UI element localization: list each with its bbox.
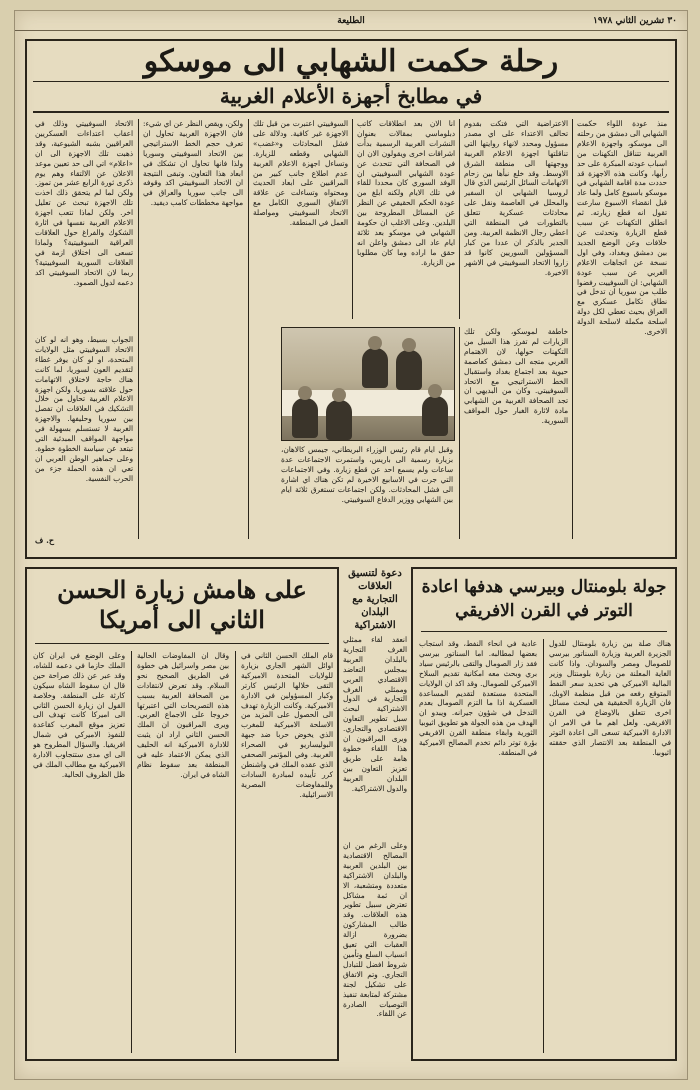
photo-person-head: [402, 338, 416, 352]
right-feature-box: [411, 567, 677, 1061]
column-divider: [572, 119, 573, 539]
article-column-6: وقبل ايام قام رئيس الوزراء البريطاني، جيمس كالاهان، بزيارة رسمية الى باريس، واستمرت الاجتماعات عدة ساعات ولم يسمع احد عن قطع زيارة. وفي الاجتماعات التي جرت في الاسابيع الاخيرة لم تكن هناك اي اشارة الى فشل المحادثات. ولكن اجتماعات تستغرق ثلاثة ايام بين الشهابي ووزير الدفاع السوفييتي.: [281, 445, 453, 504]
box-rule: [421, 631, 667, 632]
right-box-column-1: هناك صلة بين زيارة بلومنتال للدول الجزيرة العربية وزيارة السناتور بيرسي للصومال ومصر والسودان. واذا كانت الغاية المعلنة من زيارة بلومنتال وزير المالية الاميركي هي تحديد سعر النفط المتوقع رفعه من قبل منظمة الاوبك، فان الزيارة الحقيقية هي لبحث مسائل اخرى تتعلق بالاوضاع في القرن الافريقي. ولعل اهم ما في الامر ان الادارة الاميركية تسعى الى اعادة التوتر في المنطقة بعد الانتصار الذي حققته اثيوبيا.: [549, 639, 671, 757]
article-column-5: خاطفة لموسكو، ولكن تلك الزيارات لم تفرز هذا السيل من التكهنات حولها، لان الاهتمام الغربي متجه الى دمشق كعاصمة حيوية بعد اجتماع بغداد واستقبال الخط الاستراتيجي مع الاتحاد السوفييتي. وكان من البديهي ان تجد الصحافة الغربية من الشهابي مادة لاثارة الغبار حول المواقف السورية.: [464, 327, 568, 426]
subhead-rule: [33, 111, 669, 113]
newspaper-page: [14, 10, 688, 1080]
article-byline: ح. ف: [35, 535, 55, 545]
right-box-headline: جولة بلومنتال وبيرسي هدفها اعادة التوتر في القرن الافريقي: [421, 577, 667, 621]
article-column-3: انا الان بعد انطلاقات كاتب دبلوماسي بمقالات بعنوان النشرات الغربية الرسمية بدأت اشراقات اخرى ويقولون الان ان في الصحافة التي تتحدث عن عودة الشهابي السوفييتي ان الوفد السوري كان محددا للقاء في تلك الايام ولكنه ابلغ من عودة الحكم الحقيقي عن النظر عن المسائل المطروحة بين البلدين. وعلى الاغلب ان حكومة الشهابي في موسكو بعد ثلاثة ايام عاد الى دمشق واعلن انه حقق ما اراده وما كان مطلوبا من الزيارة.: [357, 119, 455, 267]
article-column-1: منذ عودة اللواء حكمت الشهابي الى دمشق من رحلته الى موسكو، واجهزة الاعلام الغربية تتناقل التكهنات من اسباب عودته المبكرة على حد رأيها، وكانت هذه الاجهزة قد حددت مدة اقامة الشهابي في موسكو باسبوع كامل ولما عاد قبل انقضاء الاسبوع سارعت تقول انه قطع زيارته. ثم انطلق التكهنات عن سبب قطع الزيارة وتحدثت عن خلافات وعن الوضع الجديد بين دمشق وبغداد، وفي اول نسخة عن اتجاهات الاعلام الغربي عن سبب عودة الشهابي: ان السوفييت رفضوا طلب من سوريا ان تدخل في نطاق تكامل عسكري مع العراق بحيث تعطي لكل دولة اسلحة مكملة لاسلحة الدولة الاخرى.: [577, 119, 667, 337]
article-column-2: الاعتراضية التي فتكت بقدوم تحالف الاعتداء على اي مصدر مسؤول ومحدد لانهاء روايتها التي تناقلتها اجهزة الاعلام الغربية ووجهتها الى منطقة الشرق الاوسط. وقد خلع نبأها بين زحام الاتهامات السائل الرئيس الذي قال لروسيا الشهابي ان السفير والمحلل في العاصمة ونقل على محادثات عسكرية تتعلق بالتطورات في المنطقة التي اعطي رجال الانظمة العربية. ومن الجدير بالذكر ان عددا من كبار المسؤولين السوريين كانوا قد زاروا الاتحاد السوفييتي في الاشهر الاخيرة.: [464, 119, 568, 277]
photo-person-head: [332, 388, 346, 402]
middle-article-headline: دعوة لتنسيق العلاقات التجارية مع البلدان الاشتراكية: [348, 568, 402, 631]
photo-person: [292, 398, 318, 438]
photo-person-head: [428, 384, 442, 398]
middle-article-column-1: انعقد لقاء ممثلي الغرف التجارية بالبلدان العربية بمجلس التعاضد الاقتصادي العربي وممثلي الغرف التجارية في الدول الاشتراكية لبحث سبل تطوير التعاون الاقتصادي والتجاري. ويرى المراقبون ان هذا اللقاء خطوة هامة على طريق تعزيز التعاون بين البلدان العربية والدول الاشتراكية.: [343, 635, 407, 793]
main-headline: رحلة حكمت الشهابي الى موسكو: [143, 45, 559, 79]
photo-person: [422, 396, 448, 436]
column-divider: [248, 119, 249, 539]
main-article: [25, 39, 677, 559]
left-box-headline: على هامش زيارة الحسن الثاني الى أمريكا: [57, 575, 307, 634]
box-rule: [35, 643, 329, 644]
right-box-column-2: عادية في انحاء النفط، وقد استجاب بعضها لمطالبه. اما السناتور بيرسي فقد زار الصومال والتقى بالرئيس سياد بري وبحث معه امكانية تقديم السلاح الاميركي للصومال. وقد اكد ان الولايات المتحدة مستعدة لتقديم المساعدة العسكرية اذا ما التزم الصومال بعدم التدخل في شؤون جيرانه. ويبدو ان الهدف من هذه الجولة هو تطويق اثيوبيا الثورية وابقاء منطقة القرن الافريقي بؤرة توتر دائم تخدم المصالح الاميركية في المنطقة.: [419, 639, 537, 757]
left-feature-box: [25, 567, 339, 1061]
article-column-8: الاتحاد السوفييتي وذلك في اعقاب اعتداءات العسكريين العراقيين بشبه الشيوعية، وقد ذهبت تلك الاجهزة الى ان «اعلام» اتي الى حد تعيين موعد الاعلان عن الالتقاء وهم يوم ذكرى ثورة الرابع عشر من تموز. ولكن لما لم يتحقق ذلك اخذت تلك الاجهزة تبحث عن تعليل اخر. ولكن لماذا تتعب اجهزة الاعلام الغربية نفسها في اثارة الشكوك والفراغ حول العلاقات العراقية السوفييتية؟ ولماذا تسعى الى اختلاق ازمة في العلاقات السورية السوفييتية؟ ربما لان الاتحاد السوفييتي اكد دعمه لدول الصمود.: [35, 119, 133, 287]
meeting-photo: [281, 327, 455, 441]
photo-person: [396, 350, 422, 390]
article-column-7: ولكن، ويقص النظر عن اي شيء: فان الاجهزة الغربية تحاول ان تعرف حجم الخط الاستراتيجي بين الاتحاد السوفييتي وسوريا ولذا فانها تحاول ان تشكك في ابعاد هذا التعاون. وتبقى النتيجة ان الاتحاد السوفييتي اكد وقوفه الى جانب سوريا والعراق في مواجهة مخططات كامب ديفيد.: [143, 119, 243, 208]
article-column-9: الجواب بسيط، وهو انه لو كان الاتحاد السوفييتي مثل الولايات المتحدة، او لو كان يوفر غطاء لتقديم العون لسوريا، لما كانت هناك حاجة لاختلاق الاتهامات حول علاقته بسوريا. ولكن اجهزة الاعلام الغربية تحاول من خلال التشكيك في العلاقات ان تفصل بين سوريا وحليفها. والاجهزة الغربية لا تستسلم بسهولة في مواجهة المواقف المبدئية التي تبتعد عن سياسة الخطوة خطوة. وعلى جماهير الوطن العربي ان تعي ان هذه الحملة جزء من الحرب النفسية.: [35, 335, 133, 483]
headline-rule: [33, 81, 669, 82]
spacer: [253, 327, 277, 539]
left-box-column-1: قام الملك الحسن الثاني في اوائل الشهر الجاري بزيارة للولايات المتحدة الاميركية التقى خلالها الرئيس كارتر وكبار المسؤولين في الادارة الاميركية. وكانت الزيارة تهدف الى الحصول على المزيد من الاسلحة الاميركية للمغرب الذي يخوض حربا ضد جبهة البوليساريو في الصحراء الغربية. وفي المؤتمر الصحفي الذي عقده الملك في واشنطن كرر تأييده لمبادرة السادات وللمفاوضات المصرية الاسرائيلية.: [241, 651, 333, 799]
column-divider: [138, 119, 139, 539]
middle-article-column-2: وعلى الرغم من ان المصالح الاقتصادية بين البلدين العربية والبلدان الاشتراكية متعددة ومتشعبة، الا ان ثمة مشاكل تعترض سبيل تطوير هذه العلاقات. وقد طالب المشاركون بضرورة ازالة العقبات التي تعيق انسياب السلع وتأمين شروط افضل للتبادل التجاري. وتم الاتفاق على تشكيل لجنة مشتركة لمتابعة تنفيذ التوصيات الصادرة عن اللقاء.: [343, 841, 407, 1019]
column-divider: [459, 119, 460, 319]
photo-person: [362, 348, 388, 388]
publication-name: الطليعة: [337, 15, 365, 26]
column-divider: [459, 327, 460, 539]
issue-date: ٣٠ تشرين الثاني ١٩٧٨: [593, 15, 677, 26]
photo-person-head: [368, 336, 382, 350]
photo-person-head: [298, 386, 312, 400]
column-divider: [131, 651, 132, 1053]
column-divider: [543, 639, 544, 1053]
main-subhead: في مطابخ أجهزة الأعلام الغربية: [219, 84, 483, 108]
left-box-column-3: وعلى الوضع في ايران كان الملك حازما في دعمه للشاه، وقد عبر عن ذلك صراحة حين قال ان سقوط الشاه سيكون كارثة على المنطقة. وخلاصة القول ان زيارة الحسن الثاني الى اميركا كانت تهدف الى تعزيز موقع المغرب كقاعدة للنفوذ الاميركي في شمال افريقيا. والسؤال المطروح هو الى اي مدى ستتجاوب الادارة الاميركية مع مطالب الملك في ظل الظروف الحالية.: [33, 651, 125, 779]
left-box-column-2: وقال ان المفاوضات الحالية بين مصر واسرائيل هي خطوة في الطريق الصحيح نحو السلام. وقد تعرض لانتقادات من الصحافة العربية بسبب هذه التصريحات التي اعتبرتها خروجا على الاجماع العربي. ويرى المراقبون ان الملك الحسن الثاني اراد ان يثبت للادارة الاميركية انه الحليف الذي يمكن الاعتماد عليه في المنطقة بعد سقوط نظام الشاه في ايران.: [137, 651, 229, 779]
page-header: [15, 11, 687, 31]
article-column-4: السوفييتي اعتبرت من قبل تلك الاجهزة غير كافية. ودلالة على فشل المحادثات و«غضب» الشهابي وقطعه للزيارة. وتساءل اجهزة الاعلام الغربية عدم اطلاع جانب كبير من المراقبين على ابعاد الحديث ومحتواه وتساءلت عن علاقة الاتفاق السوري الكامل مع الاتحاد السوفييتي ومواصلة العمل في المنطقة.: [253, 119, 348, 228]
column-divider: [352, 119, 353, 319]
column-divider: [235, 651, 236, 1053]
photo-person: [326, 400, 352, 440]
